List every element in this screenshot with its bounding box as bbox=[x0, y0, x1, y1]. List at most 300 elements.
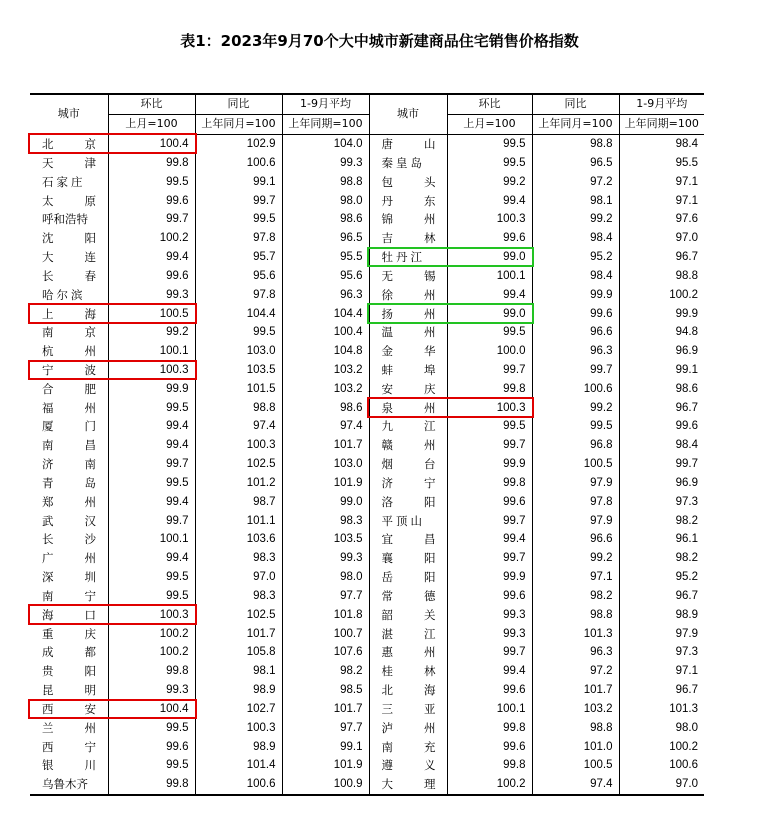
city-text bbox=[382, 587, 436, 605]
yoy-value-left: 98.9 bbox=[195, 681, 282, 700]
city-char: 锦 bbox=[381, 212, 393, 227]
mom-value-right: 99.8 bbox=[447, 756, 532, 775]
mom-value-left: 99.4 bbox=[108, 436, 195, 455]
city-text bbox=[42, 436, 96, 454]
city-char: 江 bbox=[424, 419, 436, 434]
mom-value-right: 99.4 bbox=[447, 662, 532, 681]
table-row bbox=[30, 568, 704, 587]
avg-value-left: 103.0 bbox=[282, 455, 369, 474]
city-text bbox=[42, 549, 96, 567]
yoy-value-right: 97.9 bbox=[532, 474, 619, 493]
city-name-right: 牡丹江 bbox=[369, 248, 447, 267]
yoy-value-left: 101.5 bbox=[195, 379, 282, 398]
city-text bbox=[382, 210, 436, 228]
city-name-left bbox=[30, 530, 108, 549]
city-char: 大 bbox=[42, 250, 54, 265]
avg-value-left: 98.2 bbox=[282, 662, 369, 681]
city-text bbox=[382, 399, 436, 417]
avg-value-left: 104.4 bbox=[282, 304, 369, 323]
avg-value-right: 98.4 bbox=[619, 436, 704, 455]
city-name-right bbox=[369, 229, 447, 248]
city-char: 沙 bbox=[84, 532, 96, 547]
mom-value-left: 99.2 bbox=[108, 323, 195, 342]
yoy-value-right: 101.7 bbox=[532, 681, 619, 700]
city-name-right bbox=[369, 172, 447, 191]
city-text bbox=[42, 248, 96, 266]
city-text bbox=[382, 380, 436, 398]
city-name-right bbox=[369, 474, 447, 493]
city-char: 贵 bbox=[42, 664, 54, 679]
table-row bbox=[30, 153, 704, 172]
mom-value-left: 99.8 bbox=[108, 775, 195, 795]
mom-value-left: 99.5 bbox=[108, 474, 195, 493]
yoy-value-right: 97.9 bbox=[532, 511, 619, 530]
city-name-right bbox=[369, 718, 447, 737]
yoy-value-left: 104.4 bbox=[195, 304, 282, 323]
city-char: 头 bbox=[424, 174, 436, 189]
city-text bbox=[382, 173, 436, 191]
avg-value-left: 99.3 bbox=[282, 153, 369, 172]
city-char: 韶 bbox=[381, 607, 393, 622]
yoy-value-right: 98.4 bbox=[532, 266, 619, 285]
city-text bbox=[382, 305, 436, 323]
city-text bbox=[382, 738, 436, 756]
table-row bbox=[30, 605, 704, 624]
city-char: 长 bbox=[42, 532, 54, 547]
yoy-value-right: 100.5 bbox=[532, 756, 619, 775]
avg-value-left: 104.0 bbox=[282, 134, 369, 153]
mom-value-left: 99.4 bbox=[108, 492, 195, 511]
mom-value-right: 99.8 bbox=[447, 718, 532, 737]
table-row bbox=[30, 492, 704, 511]
city-name-left bbox=[30, 756, 108, 775]
city-text bbox=[382, 323, 436, 341]
table-row bbox=[30, 549, 704, 568]
avg-value-left: 101.9 bbox=[282, 474, 369, 493]
avg-value-left: 97.7 bbox=[282, 587, 369, 606]
city-text bbox=[382, 436, 436, 454]
city-text bbox=[42, 530, 96, 548]
city-char: 南 bbox=[381, 739, 393, 754]
city-text bbox=[382, 549, 436, 567]
city-text bbox=[382, 756, 436, 774]
mom-value-left: 99.6 bbox=[108, 737, 195, 756]
city-name-left bbox=[30, 342, 108, 361]
city-name-right bbox=[369, 530, 447, 549]
city-char: 惠 bbox=[381, 645, 393, 660]
city-name-left: 乌鲁木齐 bbox=[42, 777, 88, 792]
city-char: 天 bbox=[42, 155, 54, 170]
city-char: 吉 bbox=[381, 231, 393, 246]
city-text bbox=[382, 530, 436, 548]
table-row bbox=[30, 681, 704, 700]
city-char: 州 bbox=[424, 720, 436, 735]
city-name-left bbox=[30, 436, 108, 455]
city-name-left bbox=[30, 304, 108, 323]
city-char: 山 bbox=[424, 137, 436, 152]
yoy-value-left: 101.4 bbox=[195, 756, 282, 775]
city-char: 泉 bbox=[381, 400, 393, 415]
mom-value-right: 99.6 bbox=[447, 737, 532, 756]
avg-value-right: 96.9 bbox=[619, 342, 704, 361]
table-row bbox=[30, 436, 704, 455]
city-name-left bbox=[30, 398, 108, 417]
city-text bbox=[42, 738, 96, 756]
yoy-value-right: 99.6 bbox=[532, 304, 619, 323]
avg-value-right: 98.6 bbox=[619, 379, 704, 398]
city-name-left bbox=[30, 455, 108, 474]
yoy-value-right: 96.3 bbox=[532, 643, 619, 662]
city-name-left: 哈尔滨 bbox=[42, 287, 86, 302]
yoy-value-right: 99.2 bbox=[532, 210, 619, 229]
city-text bbox=[42, 323, 96, 341]
city-char: 东 bbox=[424, 193, 436, 208]
table-row bbox=[30, 304, 704, 323]
mom-value-left: 99.3 bbox=[108, 285, 195, 304]
city-text bbox=[382, 455, 436, 473]
avg-value-left: 99.1 bbox=[282, 737, 369, 756]
mom-value-right: 99.8 bbox=[447, 474, 532, 493]
city-name-right bbox=[369, 756, 447, 775]
city-char: 南 bbox=[42, 588, 54, 603]
header-yoy-left: 同比 bbox=[195, 94, 282, 114]
table-row bbox=[30, 474, 704, 493]
yoy-value-left: 105.8 bbox=[195, 643, 282, 662]
mom-value-left: 99.8 bbox=[108, 662, 195, 681]
city-char: 重 bbox=[42, 626, 54, 641]
mom-value-right: 99.4 bbox=[447, 530, 532, 549]
city-text bbox=[382, 267, 436, 285]
header-yoy-right: 同比 bbox=[532, 94, 619, 114]
mom-value-right: 100.3 bbox=[447, 398, 532, 417]
city-text bbox=[382, 568, 436, 586]
city-text bbox=[382, 625, 436, 643]
mom-value-right: 99.7 bbox=[447, 361, 532, 380]
table-title: 表1：2023年9月70个大中城市新建商品住宅销售价格指数 bbox=[180, 32, 579, 50]
yoy-value-left: 103.5 bbox=[195, 361, 282, 380]
table-row bbox=[30, 342, 704, 361]
avg-value-left: 98.3 bbox=[282, 511, 369, 530]
city-char: 宁 bbox=[84, 739, 96, 754]
mom-value-left: 99.5 bbox=[108, 756, 195, 775]
avg-value-left: 96.5 bbox=[282, 229, 369, 248]
yoy-value-left: 98.1 bbox=[195, 662, 282, 681]
city-char: 川 bbox=[84, 758, 96, 773]
city-char: 包 bbox=[381, 174, 393, 189]
yoy-value-right: 97.2 bbox=[532, 172, 619, 191]
city-char: 太 bbox=[42, 193, 54, 208]
city-char: 州 bbox=[424, 645, 436, 660]
avg-value-left: 101.8 bbox=[282, 605, 369, 624]
city-text bbox=[42, 361, 96, 379]
city-char: 安 bbox=[84, 701, 96, 716]
city-char: 西 bbox=[42, 739, 54, 754]
city-char: 州 bbox=[424, 325, 436, 340]
city-text bbox=[42, 135, 96, 153]
city-name-left bbox=[30, 605, 108, 624]
mom-value-left: 99.4 bbox=[108, 549, 195, 568]
avg-value-right: 98.8 bbox=[619, 266, 704, 285]
avg-value-left: 101.9 bbox=[282, 756, 369, 775]
city-char: 林 bbox=[424, 231, 436, 246]
city-char: 州 bbox=[84, 400, 96, 415]
city-name-right bbox=[369, 285, 447, 304]
avg-value-left: 100.9 bbox=[282, 775, 369, 795]
city-text bbox=[382, 681, 436, 699]
yoy-value-left: 99.1 bbox=[195, 172, 282, 191]
city-char: 福 bbox=[42, 400, 54, 415]
mom-value-right: 99.5 bbox=[447, 417, 532, 436]
yoy-value-left: 102.5 bbox=[195, 455, 282, 474]
city-name-right bbox=[369, 681, 447, 700]
yoy-value-right: 97.1 bbox=[532, 568, 619, 587]
mom-value-right: 99.6 bbox=[447, 492, 532, 511]
city-text bbox=[42, 512, 96, 530]
mom-value-right: 99.7 bbox=[447, 643, 532, 662]
table-row bbox=[30, 210, 704, 229]
city-char: 南 bbox=[84, 457, 96, 472]
city-text bbox=[42, 342, 96, 360]
yoy-value-right: 95.2 bbox=[532, 248, 619, 267]
yoy-value-right: 96.8 bbox=[532, 436, 619, 455]
mom-value-left: 99.5 bbox=[108, 718, 195, 737]
table-row bbox=[30, 229, 704, 248]
yoy-value-right: 97.8 bbox=[532, 492, 619, 511]
avg-value-left: 99.0 bbox=[282, 492, 369, 511]
yoy-value-left: 103.6 bbox=[195, 530, 282, 549]
header-avg-right: 1-9月平均 bbox=[619, 94, 704, 114]
city-text bbox=[382, 474, 436, 492]
yoy-value-right: 97.2 bbox=[532, 662, 619, 681]
avg-value-left: 103.2 bbox=[282, 379, 369, 398]
city-char: 昆 bbox=[42, 683, 54, 698]
city-text bbox=[382, 662, 436, 680]
table-row bbox=[30, 248, 704, 267]
city-name-left bbox=[30, 568, 108, 587]
yoy-value-left: 99.5 bbox=[195, 210, 282, 229]
mom-value-right: 100.1 bbox=[447, 266, 532, 285]
city-char: 台 bbox=[424, 457, 436, 472]
city-char: 锡 bbox=[424, 268, 436, 283]
city-char: 庆 bbox=[424, 381, 436, 396]
table-row bbox=[30, 172, 704, 191]
city-char: 岛 bbox=[84, 475, 96, 490]
city-char: 岳 bbox=[381, 570, 393, 585]
city-char: 武 bbox=[42, 513, 54, 528]
city-char: 南 bbox=[42, 325, 54, 340]
yoy-value-right: 101.0 bbox=[532, 737, 619, 756]
city-char: 宁 bbox=[424, 475, 436, 490]
yoy-value-right: 100.6 bbox=[532, 379, 619, 398]
city-name-right bbox=[369, 549, 447, 568]
city-char: 成 bbox=[42, 645, 54, 660]
city-name-left bbox=[30, 361, 108, 380]
city-char: 常 bbox=[381, 588, 393, 603]
yoy-value-left: 97.0 bbox=[195, 568, 282, 587]
header-mom-left: 环比 bbox=[108, 94, 195, 114]
mom-value-left: 100.4 bbox=[108, 134, 195, 153]
city-name-left bbox=[30, 587, 108, 606]
city-name-right bbox=[369, 210, 447, 229]
city-name-right bbox=[369, 134, 447, 153]
mom-value-right: 99.5 bbox=[447, 323, 532, 342]
mom-value-right: 99.5 bbox=[447, 153, 532, 172]
city-name-left bbox=[30, 134, 108, 153]
city-char: 京 bbox=[84, 325, 96, 340]
mom-value-left: 100.3 bbox=[108, 361, 195, 380]
city-char: 波 bbox=[84, 363, 96, 377]
yoy-value-left: 98.3 bbox=[195, 549, 282, 568]
yoy-value-left: 98.7 bbox=[195, 492, 282, 511]
city-char: 海 bbox=[42, 607, 54, 622]
header-mom-base-left: 上月=100 bbox=[108, 114, 195, 134]
city-char: 湛 bbox=[381, 626, 393, 641]
mom-value-right: 99.3 bbox=[447, 624, 532, 643]
yoy-value-right: 98.8 bbox=[532, 605, 619, 624]
header-city-left: 城市 bbox=[30, 94, 108, 134]
avg-value-right: 97.9 bbox=[619, 624, 704, 643]
yoy-value-left: 100.3 bbox=[195, 436, 282, 455]
yoy-value-left: 97.4 bbox=[195, 417, 282, 436]
city-char: 沈 bbox=[42, 231, 54, 246]
table-row bbox=[30, 700, 704, 719]
mom-value-left: 99.5 bbox=[108, 172, 195, 191]
mom-value-right: 99.4 bbox=[447, 285, 532, 304]
avg-value-left: 98.0 bbox=[282, 568, 369, 587]
avg-value-right: 97.3 bbox=[619, 492, 704, 511]
table-row bbox=[30, 134, 704, 153]
yoy-value-left: 101.2 bbox=[195, 474, 282, 493]
table-row bbox=[30, 624, 704, 643]
yoy-value-right: 99.7 bbox=[532, 361, 619, 380]
avg-value-right: 98.2 bbox=[619, 549, 704, 568]
avg-value-left: 104.8 bbox=[282, 342, 369, 361]
yoy-value-right: 96.5 bbox=[532, 153, 619, 172]
avg-value-right: 96.7 bbox=[619, 587, 704, 606]
avg-value-right: 98.2 bbox=[619, 511, 704, 530]
mom-value-left: 99.5 bbox=[108, 568, 195, 587]
city-name-left bbox=[30, 417, 108, 436]
city-name-right bbox=[369, 568, 447, 587]
city-char: 阳 bbox=[84, 664, 96, 679]
avg-value-right: 99.9 bbox=[619, 304, 704, 323]
city-char: 海 bbox=[424, 683, 436, 698]
city-text bbox=[42, 643, 96, 661]
mom-value-left: 99.6 bbox=[108, 266, 195, 285]
city-name-right bbox=[369, 436, 447, 455]
mom-value-left: 100.2 bbox=[108, 643, 195, 662]
avg-value-right: 97.3 bbox=[619, 643, 704, 662]
table-row bbox=[30, 361, 704, 380]
city-char: 州 bbox=[424, 287, 436, 302]
table-row bbox=[30, 662, 704, 681]
avg-value-left: 98.0 bbox=[282, 191, 369, 210]
header-city-right: 城市 bbox=[369, 94, 447, 134]
city-text bbox=[42, 587, 96, 605]
yoy-value-right: 97.4 bbox=[532, 775, 619, 795]
city-char: 海 bbox=[84, 306, 96, 321]
city-text bbox=[382, 135, 436, 153]
avg-value-left: 101.7 bbox=[282, 436, 369, 455]
city-name-left: 呼和浩特 bbox=[42, 212, 88, 227]
yoy-value-left: 100.6 bbox=[195, 153, 282, 172]
city-char: 徐 bbox=[381, 287, 393, 302]
city-text bbox=[42, 229, 96, 247]
city-name-right bbox=[369, 266, 447, 285]
avg-value-left: 100.7 bbox=[282, 624, 369, 643]
yoy-value-left: 97.8 bbox=[195, 285, 282, 304]
header-mom-base-right: 上月=100 bbox=[447, 114, 532, 134]
city-char: 杭 bbox=[42, 344, 54, 359]
yoy-value-left: 99.5 bbox=[195, 323, 282, 342]
avg-value-left: 98.6 bbox=[282, 398, 369, 417]
yoy-value-right: 96.6 bbox=[532, 530, 619, 549]
city-char: 蚌 bbox=[381, 363, 393, 377]
table-row bbox=[30, 398, 704, 417]
city-char: 三 bbox=[381, 701, 393, 716]
table-row bbox=[30, 756, 704, 775]
mom-value-right: 99.0 bbox=[447, 304, 532, 323]
avg-value-right: 97.1 bbox=[619, 191, 704, 210]
mom-value-left: 100.2 bbox=[108, 624, 195, 643]
avg-value-left: 103.2 bbox=[282, 361, 369, 380]
city-char: 南 bbox=[42, 438, 54, 453]
city-char: 长 bbox=[42, 268, 54, 283]
yoy-value-left: 95.6 bbox=[195, 266, 282, 285]
yoy-value-right: 96.3 bbox=[532, 342, 619, 361]
city-char: 汉 bbox=[84, 513, 96, 528]
city-char: 宁 bbox=[42, 363, 54, 377]
city-name-left bbox=[30, 643, 108, 662]
avg-value-right: 96.1 bbox=[619, 530, 704, 549]
city-name-left bbox=[30, 700, 108, 719]
mom-value-left: 100.2 bbox=[108, 229, 195, 248]
city-char: 丹 bbox=[381, 193, 393, 208]
city-char: 都 bbox=[84, 645, 96, 660]
city-name-right bbox=[369, 775, 447, 795]
city-char: 济 bbox=[381, 475, 393, 490]
mom-value-left: 100.1 bbox=[108, 530, 195, 549]
yoy-value-right: 99.9 bbox=[532, 285, 619, 304]
city-char: 京 bbox=[84, 137, 96, 152]
city-name-right bbox=[369, 323, 447, 342]
table-row bbox=[30, 379, 704, 398]
mom-value-right: 99.2 bbox=[447, 172, 532, 191]
mom-value-left: 99.5 bbox=[108, 398, 195, 417]
table-row bbox=[30, 737, 704, 756]
table-row bbox=[30, 266, 704, 285]
city-char: 合 bbox=[42, 381, 54, 396]
city-char: 亚 bbox=[424, 701, 436, 716]
city-char: 圳 bbox=[84, 570, 96, 585]
avg-value-right: 98.4 bbox=[619, 134, 704, 153]
city-char: 广 bbox=[42, 551, 54, 566]
mom-value-left: 99.4 bbox=[108, 248, 195, 267]
city-char: 庆 bbox=[84, 626, 96, 641]
table-row bbox=[30, 587, 704, 606]
city-char: 济 bbox=[42, 457, 54, 472]
city-char: 北 bbox=[42, 137, 54, 152]
city-char: 华 bbox=[424, 344, 436, 359]
city-name-left bbox=[30, 511, 108, 530]
mom-value-left: 99.5 bbox=[108, 587, 195, 606]
yoy-value-right: 100.5 bbox=[532, 455, 619, 474]
yoy-value-left: 98.9 bbox=[195, 737, 282, 756]
yoy-value-left: 101.1 bbox=[195, 511, 282, 530]
yoy-value-left: 100.6 bbox=[195, 775, 282, 795]
avg-value-left: 95.5 bbox=[282, 248, 369, 267]
city-char: 州 bbox=[84, 344, 96, 359]
